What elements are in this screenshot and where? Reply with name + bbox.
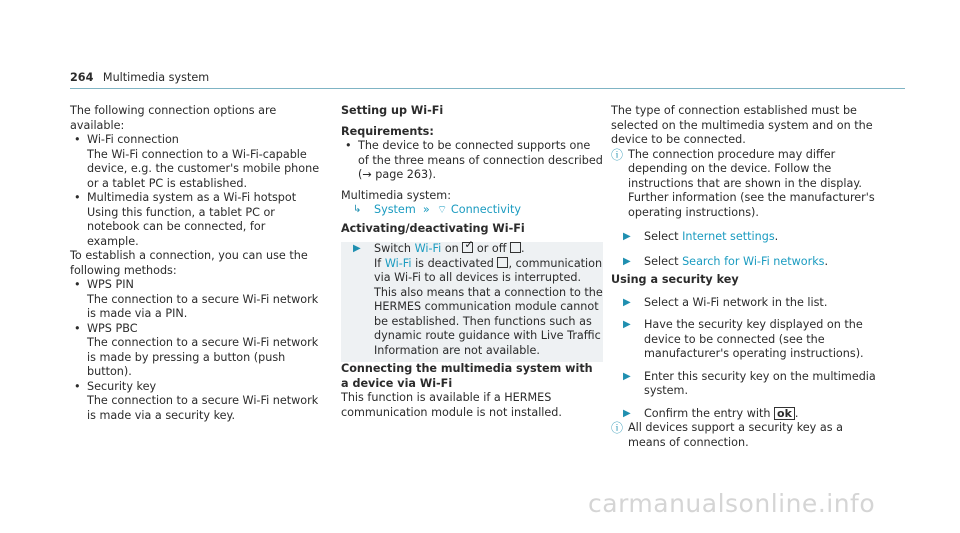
section-title: Multimedia system — [102, 71, 210, 84]
list-item-desc: The Wi-Fi connection to a Wi-Fi-capable device, e.g. the customer's mobile phone or a tablet PC is established. — [87, 147, 320, 190]
page-number: 264 — [70, 71, 94, 84]
step-arrow-icon: ▶ — [623, 370, 631, 382]
instruction-box — [341, 242, 603, 362]
ok-key-icon: ok — [774, 407, 795, 420]
internet-settings-link[interactable]: Internet settings — [682, 230, 775, 243]
multimedia-label: Multimedia system: — [341, 188, 451, 202]
step-arrow-icon: ▶ — [623, 319, 631, 330]
step-arrow-icon: ▶ — [623, 255, 631, 267]
checkbox-off-icon — [497, 257, 508, 268]
page-header — [70, 71, 209, 86]
subsection-heading: Using a security key — [611, 273, 739, 286]
checkbox-off-icon — [510, 242, 521, 253]
section-heading: Setting up Wi-Fi — [341, 104, 444, 117]
wifi-setting-link[interactable]: Wi-Fi — [384, 256, 412, 270]
column-right — [611, 104, 881, 450]
step-arrow-icon: ▶ — [353, 243, 361, 254]
instruction-step: ▶ Have the security key displayed on the device to be connected (see the manufacturer's operating instructions). — [623, 318, 864, 360]
menu-system-link[interactable]: System — [374, 203, 416, 216]
instruction-step: ▶ Select Internet settings. — [623, 230, 779, 243]
column-left — [70, 104, 320, 423]
list-item: • WPS PBC — [70, 322, 320, 337]
method-intro: To establish a connection, you can use the following methods: — [70, 249, 308, 277]
instruction-step: ▶ Enter this security key on the multimedia system. — [623, 369, 876, 397]
column-middle — [341, 104, 603, 420]
subsection-heading: Activating/deactivating Wi-Fi — [341, 221, 525, 235]
intro-text: The following connection options are available: — [70, 104, 277, 132]
list-item: • Wi-Fi connection — [70, 133, 320, 148]
list-item-desc: The connection to a secure Wi-Fi network is made via a PIN. — [87, 292, 319, 320]
instruction-step: ▶ Select a Wi-Fi network in the list. — [623, 295, 828, 309]
step-arrow-icon: ▶ — [623, 231, 631, 242]
instruction-step: ▶ Confirm the entry with ok . — [623, 406, 799, 420]
requirements-label: Requirements: — [341, 124, 434, 138]
info-icon: ⓘ — [611, 147, 624, 162]
step-arrow-icon: ▶ — [623, 296, 631, 308]
wifi-setting-link[interactable]: Wi-Fi — [414, 242, 442, 255]
list-item-desc: The connection to a secure Wi-Fi network is made via a security key. — [87, 394, 319, 422]
connection-text: This function is available if a HERMES communication module is not installed. — [341, 391, 562, 419]
requirement-item: • The device to be connected supports one of the three means of connection described (→ page 263). — [341, 139, 603, 183]
info-note: ⓘ All devices support a security key as a means of connection. — [611, 421, 843, 449]
intro-text: The type of connection established must be selected on the multimedia system and on the device to be connected. — [611, 104, 873, 146]
instruction-step: ▶ Select Search for Wi-Fi networks. — [623, 254, 829, 268]
subsection-heading: Connecting the multimedia system with a device via Wi-Fi — [341, 362, 593, 390]
checkbox-on-icon — [462, 242, 473, 253]
menu-path — [341, 203, 603, 218]
instruction-step: ▶ Switch Wi-Fi on ✓ or off . If Wi-Fi is deactivated , communication via Wi-Fi to all devices is interrupted. This also means that a connection to the HERMES communication module cannot be established. Then functions such as dynamic route guidance with Live Traffic Information are not available. — [341, 242, 603, 358]
list-item-desc: Using this function, a tablet PC or notebook can be connected, for example. — [87, 205, 275, 248]
wifi-icon: ⌔ — [436, 203, 448, 216]
search-wifi-link[interactable]: Search for Wi-Fi networks — [682, 254, 825, 268]
path-arrow-icon: ↳ — [353, 204, 362, 215]
list-item-desc: The connection to a secure Wi-Fi network is made by pressing a button (push button). — [87, 336, 319, 378]
list-item: • Multimedia system as a Wi-Fi hotspot — [70, 191, 320, 206]
menu-connectivity-link[interactable]: Connectivity — [450, 203, 522, 216]
chevron-right-icon: » — [419, 203, 434, 216]
info-icon: ⓘ — [611, 421, 624, 435]
list-item: • WPS PIN — [70, 278, 320, 293]
header-divider — [70, 88, 905, 89]
step-arrow-icon: ▶ — [623, 407, 631, 419]
info-note: ⓘ The connection procedure may differ depending on the device. Follow the instructions that are shown in the display. Further information (see the manufacturer's operating instructions). — [611, 147, 875, 219]
list-item: • Security key — [70, 380, 320, 395]
watermark: carmanualsonline.info — [588, 489, 876, 518]
